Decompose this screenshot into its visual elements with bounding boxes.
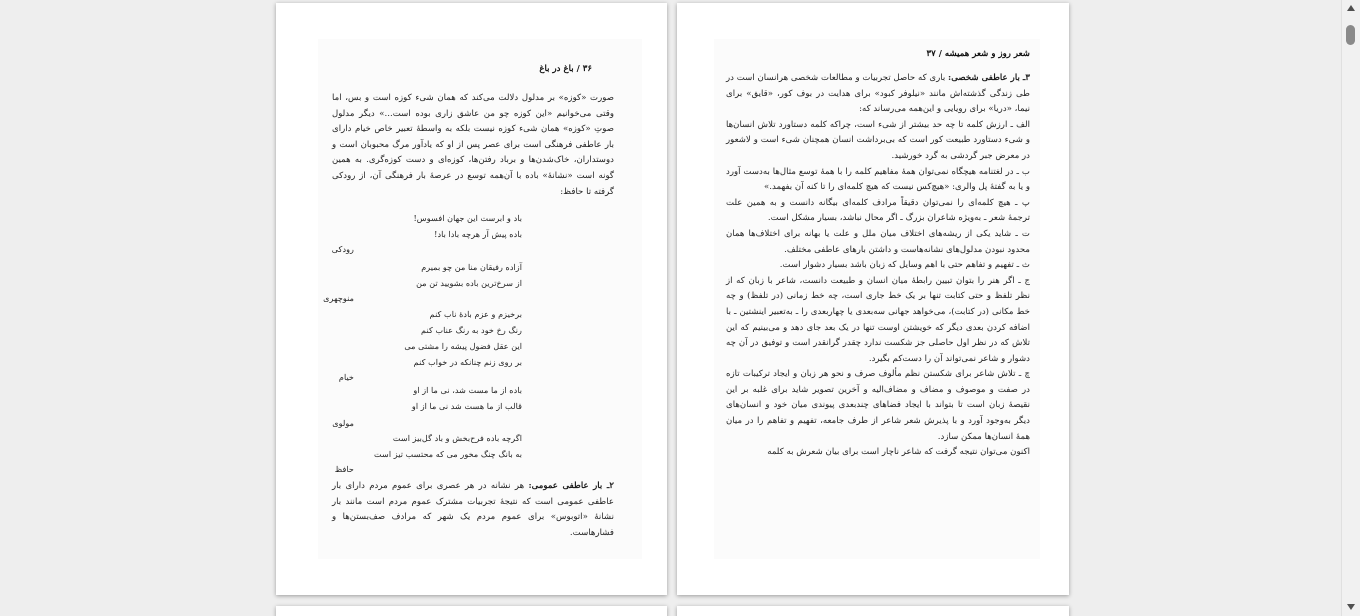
section-title: ۲ـ بار عاطفی عمومی: (528, 481, 614, 491)
scanned-page-image (318, 39, 642, 559)
scrollbar-thumb[interactable] (1346, 25, 1355, 45)
section-text: باری که حاصل تجربیات و مطالعات شخصی هرانسان است در طی زندگی گذشته‌اش مانند «نیلوفر کبود» برای هدایت در بوف کور، «قایق» برای نیما، «دریا» برای رویایی و این‌همه می‌رساند که: (726, 73, 1030, 115)
page-37 (677, 3, 1069, 595)
list-item: ت ـ شاید یکی از ریشه‌های اختلاف میان ملل و علت یا بهانه برای اختلاف‌ها همان محدود نبودن مدلول‌های نشانه‌هاست و داشتن بارهای عاطفی مختلف. (726, 228, 1030, 255)
scroll-down-icon[interactable] (1347, 604, 1355, 610)
poet-name: مولوی (332, 418, 354, 428)
verse-line: از سرخ‌ترین باده بشویید تن من (416, 278, 522, 288)
paragraph-intro: صورت «کوزه» بر مدلول دلالت می‌کند که همان شیء کوزه است و بس، اما وقتی می‌خوانیم «این کوزه چو من عاشق زاری بوده است...» دیگر مدلول صوتِ «کوزه» همان شیء کوزه نیست بلکه به واسطهٔ تعبیر خاص خیام دارای بار عاطفی فرهنگی است برای عصر پس از او که یادآور مرگ محبوبان است و دوستداران، خاک‌شدن‌ها و برباد رفتن‌ها، کوزه‌ای و دست کوزه‌گری. به همین گونه است «نشانهٔ» باده با آن‌همه توسع در عرصهٔ بار فرهنگی آن، از رودکی گرفته تا حافظ: (332, 93, 614, 197)
list-item: الف ـ ارزش کلمه تا چه حد بیشتر از شیء است، چراکه کلمه دستاورد تلاش انسان‌ها و شیء دستاورد طبیعت کور است که بی‌برداشت انسان همچنان شیء است و لاشعور در معرض جبر گردشی به گرد خورشید. (726, 119, 1030, 161)
page-36 (276, 3, 667, 595)
verse-line: باده پیش آر هرچه بادا باد! (434, 229, 522, 239)
list-item: ج ـ اگر هنر را بتوان تبیین رابطهٔ میان انسان و طبیعت دانست، شاعر با زبان که از نظر تلفظ و حتی کتابت تنها بر یک خط جاری است، چه خط زمانی (در تلفظ) و چه خط مکانی (در کتابت)، می‌خواهد جهانی سه‌بعدی یا چهاربعدی را ـ به‌تعبیر اینشتین ـ با اضافه کردن بعدی دیگر که خویشتن اوست تنها در یک بعد جای دهد و می‌بینیم که این تلاش که در نظر اول حاصلی جز شکست ندارد چقدر گرانقدر است و توفیق در آن چه دشوار و شاعر نمی‌تواند آن را دست‌کم بگیرد. (726, 275, 1030, 364)
verse-line: اگرچه باده فرح‌بخش و باد گل‌بیز است (392, 433, 522, 443)
page-39-top (677, 606, 1069, 616)
paragraph-section-2 (332, 479, 614, 541)
paragraph-body (726, 71, 1030, 461)
verse-line: باده از ما مست شد، نی ما از او (413, 385, 522, 395)
poet-name: خیام (338, 372, 354, 382)
verse-line: آزاده رفیقان منا من چو بمیرم (421, 262, 522, 272)
list-item: پ ـ هیچ کلمه‌ای را نمی‌توان دقیقاً مرادف کلمه‌ای بیگانه دانست و به همین علت ترجمهٔ شعر ـ به‌ویژه شاعران بزرگ ـ اگر محال نباشد، بسیار مشکل است. (726, 197, 1030, 224)
verse-line: این عقل فضول پیشه را مشتی می (404, 341, 522, 351)
verse-line: رنگ رخ خود به رنگ عناب کنم (421, 325, 522, 335)
list-item: ث ـ تفهیم و تفاهم حتی با اهم وسایل که زبان باشد بسیار دشوار است. (779, 260, 1030, 271)
list-item: چ ـ تلاش شاعر برای شکستن نظم مألوف صرف و نحو هر زبان و ایجاد ترکیبات تازه در صفت و موصوف و مضاف و مضاف‌الیه و آخرین تصویر شاید برای غلبه بر این نقیصهٔ زبان است تا بتواند با ایجاد فضاهای چندبعدی پیوندی میان خود و انسان‌های دیگر به‌وجود آورد و با پذیرش شعر شاعر از طرف جامعه، تفهیم و تفاهم را در میان همهٔ انسان‌ها ممکن سازد. (726, 369, 1030, 442)
page-header: ۳۶ / باغ در باغ (539, 64, 592, 74)
section-text: هر نشانه در هر عصری برای عموم مردم دارای بار عاطفی عمومی است که نتیجهٔ تجربیات مشترک عموم مردم است مانند بار نشانهٔ «اتوبوس» برای عموم مردم یک شهر که مرادف صف‌بستن‌ها و فشارهاست. (332, 481, 614, 538)
verse-line: باد و ابرست این جهان افسوس! (413, 213, 522, 223)
list-item: ب ـ در لغتنامه هیچگاه نمی‌توان همهٔ مفاهیم کلمه را با همهٔ توسع مثال‌ها به‌دست آورد و یا به گفتهٔ پل والری: «هیچ‌کس نیست که هیچ کلمه‌ای را تا کنه آن بفهمد.» (726, 166, 1030, 193)
section-title: ۳ـ بار عاطفی شخصی: (948, 73, 1030, 83)
closing-line: اکنون می‌توان نتیجه گرفت که شاعر ناچار است برای بیان شعرش به کلمه (767, 447, 1030, 458)
poet-name: رودکی (331, 244, 354, 254)
scroll-up-icon[interactable] (1347, 5, 1355, 11)
paragraph-section-3 (726, 71, 1030, 118)
verse-line: بر روی زنم چنانکه در خواب کنم (413, 357, 522, 367)
verse-line: به بانگ چنگ مخور می که محتسب تیز است (373, 449, 522, 459)
page-header: شعر روز و شعر همیشه / ۳۷ (926, 49, 1030, 59)
scanned-page-image (714, 39, 1040, 559)
verse-line: برخیزم و عزم بادهٔ ناب کنم (429, 309, 522, 319)
poet-name: حافظ (334, 464, 354, 474)
verse-line: قالب از ما هست شد نی ما از او (411, 401, 522, 411)
page-38-top (276, 606, 667, 616)
vertical-scrollbar[interactable] (1341, 0, 1360, 616)
poet-name: منوچهری (323, 293, 354, 303)
